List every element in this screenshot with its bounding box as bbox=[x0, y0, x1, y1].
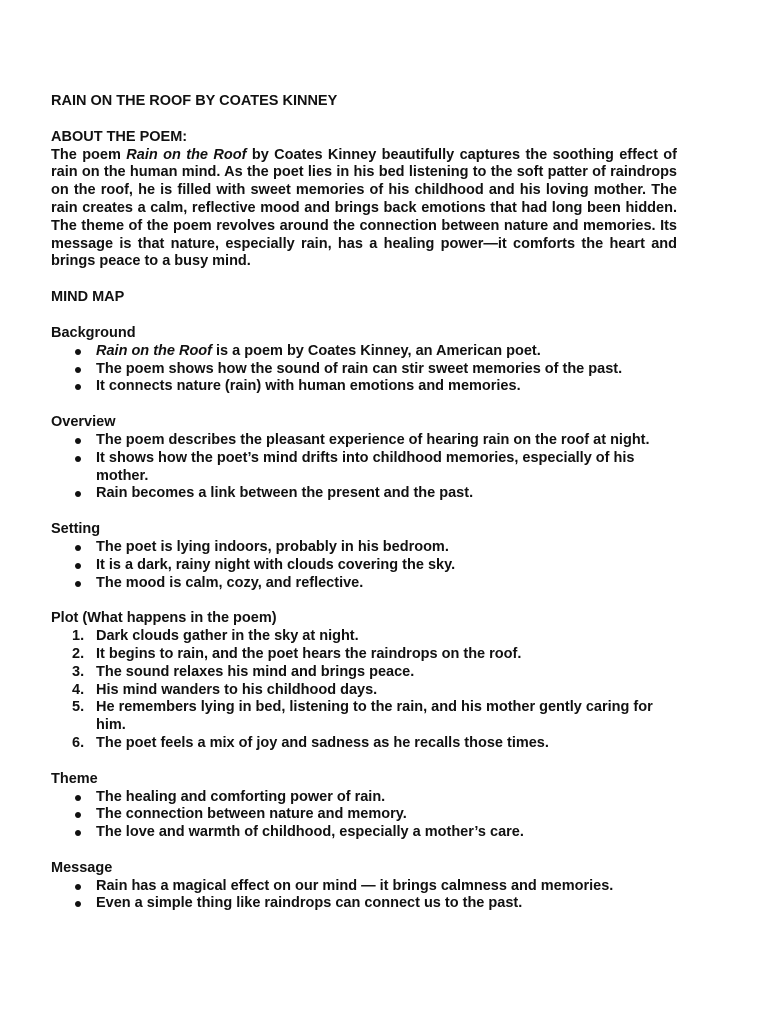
list-item-text: Even a simple thing like raindrops can connect us to the past. bbox=[96, 895, 523, 912]
list-number: 2. bbox=[72, 645, 85, 662]
bullet-icon bbox=[75, 563, 81, 569]
list-item-text: The poet feels a mix of joy and sadness as he recalls those times. bbox=[96, 734, 549, 751]
list-item-text: The sound relaxes his mind and brings peace. bbox=[96, 663, 415, 680]
bullet-icon bbox=[75, 901, 81, 907]
about-heading: ABOUT THE POEM: bbox=[51, 128, 188, 145]
list-item bbox=[51, 682, 677, 700]
setting-list bbox=[51, 539, 677, 592]
poem-title-italic: Rain on the Roof bbox=[126, 146, 247, 163]
list-item-text: The poet is lying indoors, probably in his bedroom. bbox=[96, 538, 449, 555]
bullet-icon bbox=[75, 795, 81, 801]
list-item bbox=[51, 895, 677, 913]
list-item bbox=[51, 485, 677, 503]
background-list bbox=[51, 343, 677, 396]
list-item-text: His mind wanders to his childhood days. bbox=[96, 681, 378, 698]
document-page bbox=[51, 93, 677, 913]
list-item-text: Dark clouds gather in the sky at night. bbox=[96, 628, 359, 645]
list-number: 5. bbox=[72, 699, 85, 716]
bullet-icon bbox=[75, 581, 81, 587]
list-item bbox=[51, 575, 677, 593]
spacer bbox=[51, 592, 677, 610]
bullet-icon bbox=[75, 491, 81, 497]
about-paragraph bbox=[51, 147, 677, 272]
bullet-icon bbox=[75, 884, 81, 890]
list-item-text: It shows how the poet’s mind drifts into childhood memories, especially of his mother. bbox=[96, 449, 635, 484]
list-number: 1. bbox=[72, 628, 85, 645]
list-item bbox=[51, 432, 677, 450]
spacer bbox=[51, 271, 677, 289]
plot-heading: Plot (What happens in the poem) bbox=[51, 610, 277, 627]
spacer bbox=[51, 307, 677, 325]
bullet-icon bbox=[75, 456, 81, 462]
list-item bbox=[51, 539, 677, 557]
poem-title-italic: Rain on the Roof bbox=[96, 342, 212, 359]
list-item-text: It is a dark, rainy night with clouds covering the sky. bbox=[96, 556, 456, 573]
overview-heading: Overview bbox=[51, 414, 116, 431]
list-item bbox=[51, 628, 677, 646]
list-item-text: The love and warmth of childhood, especially a mother’s care. bbox=[96, 824, 524, 841]
message-list bbox=[51, 878, 677, 914]
overview-list bbox=[51, 432, 677, 503]
list-item bbox=[51, 378, 677, 396]
spacer bbox=[51, 111, 677, 129]
spacer bbox=[51, 503, 677, 521]
list-item-text: Rain becomes a link between the present and the past. bbox=[96, 485, 474, 502]
list-item bbox=[51, 806, 677, 824]
theme-heading: Theme bbox=[51, 770, 98, 787]
document-title: RAIN ON THE ROOF BY COATES KINNEY bbox=[51, 93, 338, 109]
bullet-icon bbox=[75, 545, 81, 551]
list-item bbox=[51, 361, 677, 379]
list-item-text: The connection between nature and memory. bbox=[96, 806, 407, 823]
list-item bbox=[51, 450, 677, 486]
list-item bbox=[51, 343, 677, 361]
message-heading: Message bbox=[51, 859, 113, 876]
background-heading: Background bbox=[51, 324, 136, 341]
list-item-text: is a poem by Coates Kinney, an American poet. bbox=[212, 342, 541, 359]
list-number: 6. bbox=[72, 734, 85, 751]
list-item-text: The mood is calm, cozy, and reflective. bbox=[96, 574, 364, 591]
theme-list bbox=[51, 789, 677, 842]
plot-list bbox=[51, 628, 677, 753]
about-para-pre: The poem bbox=[51, 146, 127, 163]
bullet-icon bbox=[75, 438, 81, 444]
spacer bbox=[51, 753, 677, 771]
about-para-post: by Coates Kinney beautifully captures the soothing effect of rain on the human mind. As the poet lies in his bed listening to the soft patter of raindrops on the roof, he is filled with sweet memories of his childhood and his loving mother. The rain creates a calm, reflective mood and brings back emotions that had long been hidden. The theme of the poem revolves around the connection between nature and memories. Its message is that nature, especially rain, has a healing power—it comforts the heart and brings peace to a busy mind. bbox=[51, 146, 677, 270]
bullet-icon bbox=[75, 812, 81, 818]
list-item-text: The healing and comforting power of rain. bbox=[96, 788, 386, 805]
list-item-text: It connects nature (rain) with human emotions and memories. bbox=[96, 378, 521, 395]
bullet-icon bbox=[75, 830, 81, 836]
bullet-icon bbox=[75, 367, 81, 373]
list-number: 3. bbox=[72, 663, 85, 680]
list-item bbox=[51, 878, 677, 896]
list-item-text: He remembers lying in bed, listening to the rain, and his mother gently caring for him. bbox=[96, 699, 653, 734]
spacer bbox=[51, 396, 677, 414]
spacer bbox=[51, 842, 677, 860]
list-item bbox=[51, 646, 677, 664]
list-item bbox=[51, 824, 677, 842]
bullet-icon bbox=[75, 349, 81, 355]
list-item-text: It begins to rain, and the poet hears the raindrops on the roof. bbox=[96, 645, 522, 662]
mind-map-heading: MIND MAP bbox=[51, 289, 125, 306]
list-item-text: The poem shows how the sound of rain can stir sweet memories of the past. bbox=[96, 360, 623, 377]
list-item bbox=[51, 557, 677, 575]
list-item bbox=[51, 664, 677, 682]
list-item bbox=[51, 699, 677, 735]
list-item-text: Rain has a magical effect on our mind — it brings calmness and memories. bbox=[96, 877, 614, 894]
list-number: 4. bbox=[72, 681, 85, 698]
bullet-icon bbox=[75, 384, 81, 390]
list-item bbox=[51, 789, 677, 807]
list-item bbox=[51, 735, 677, 753]
setting-heading: Setting bbox=[51, 521, 101, 538]
list-item-text: The poem describes the pleasant experience of hearing rain on the roof at night. bbox=[96, 431, 650, 448]
